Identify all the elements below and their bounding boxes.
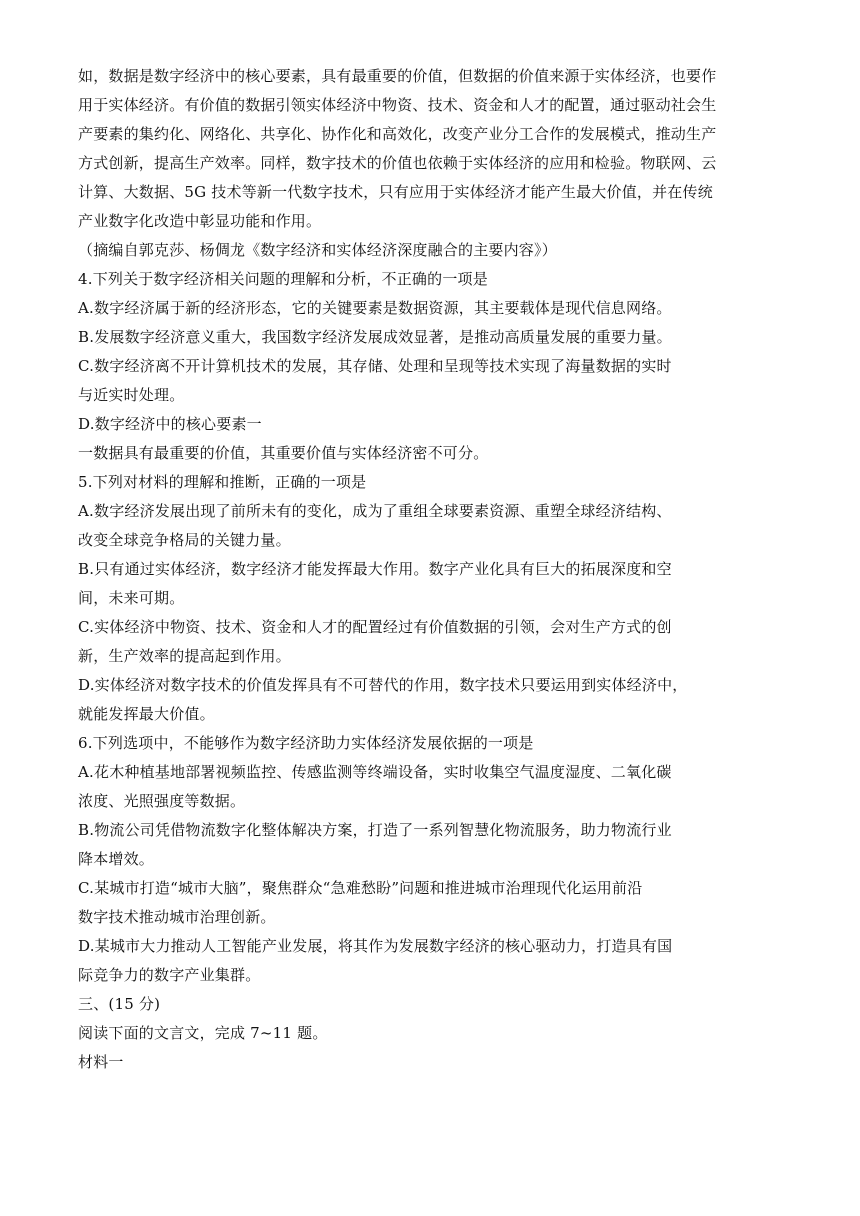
question-6-option-d-cont: 际竞争力的数字产业集群。 [78,966,261,984]
question-4-option-c: C.数字经济离不开计算机技术的发展，其存储、处理和呈现等技术实现了海量数据的实时 [78,357,672,375]
question-5-stem: 5.下列对材料的理解和推断，正确的一项是 [78,473,367,491]
section-instruction: 阅读下面的文言文，完成 7~11 题。 [78,1024,328,1042]
question-5-option-c: C.实体经济中物资、技术、资金和人才的配置经过有价值数据的引领，会对生产方式的创 [78,618,672,636]
passage-line: 计算、大数据、5G 技术等新一代数字技术，只有应用于实体经济才能产生最大价值，并在传统 [78,183,713,201]
question-6-option-b: B.物流公司凭借物流数字化整体解决方案，打造了一系列智慧化物流服务，助力物流行业 [78,821,672,839]
passage-line: 方式创新，提高生产效率。同样，数字技术的价值也依赖于实体经济的应用和检验。物联网、云 [78,154,717,172]
question-5-option-b-cont: 间，未来可期。 [78,589,185,607]
document-page [78,62,778,1077]
question-5-option-d: D.实体经济对数字技术的价值发挥具有不可替代的作用，数字技术只要运用到实体经济中， [78,676,688,694]
source-citation: （摘编自郭克莎、杨倜龙《数字经济和实体经济深度融合的主要内容》） [78,241,557,259]
question-4-option-d: D.数字经济中的核心要素一 [78,415,262,433]
question-5-option-b: B.只有通过实体经济，数字经济才能发挥最大作用。数字产业化具有巨大的拓展深度和空 [78,560,672,578]
question-4-option-d-cont: 一数据具有最重要的价值，其重要价值与实体经济密不可分。 [78,444,489,462]
question-6-option-c-cont: 数字技术推动城市治理创新。 [78,908,276,926]
section-heading: 三、(15 分) [78,995,161,1013]
question-6-option-a-cont: 浓度、光照强度等数据。 [78,792,246,810]
question-6-option-d: D.某城市大力推动人工智能产业发展，将其作为发展数字经济的核心驱动力，打造具有国 [78,937,673,955]
question-6-stem: 6.下列选项中，不能够作为数字经济助力实体经济发展依据的一项是 [78,734,534,752]
material-label: 材料一 [78,1053,124,1071]
question-5-option-d-cont: 就能发挥最大价值。 [78,705,215,723]
passage-line: 产业数字化改造中彰显功能和作用。 [78,212,322,230]
question-4-option-b: B.发展数字经济意义重大，我国数字经济发展成效显著，是推动高质量发展的重要力量。 [78,328,672,346]
question-6-option-c: C.某城市打造“城市大脑”，聚焦群众“急难愁盼”问题和推进城市治理现代化运用前沿 [78,879,643,897]
question-4-stem: 4.下列关于数字经济相关问题的理解和分析，不正确的一项是 [78,270,488,288]
passage-line: 如，数据是数字经济中的核心要素，具有最重要的价值，但数据的价值来源于实体经济，也要作 [78,67,717,85]
question-4-option-a: A.数字经济属于新的经济形态，它的关键要素是数据资源，其主要载体是现代信息网络。 [78,299,672,317]
question-5-option-a-cont: 改变全球竞争格局的关键力量。 [78,531,291,549]
passage-line: 产要素的集约化、网络化、共享化、协作化和高效化，改变产业分工合作的发展模式，推动生产 [78,125,717,143]
question-4-option-c-cont: 与近实时处理。 [78,386,185,404]
question-6-option-b-cont: 降本增效。 [78,850,155,868]
question-5-option-a: A.数字经济发展出现了前所未有的变化，成为了重组全球要素资源、重塑全球经济结构、 [78,502,672,520]
passage-line: 用于实体经济。有价值的数据引领实体经济中物资、技术、资金和人才的配置，通过驱动社会生 [78,96,717,114]
question-6-option-a: A.花木种植基地部署视频监控、传感监测等终端设备，实时收集空气温度湿度、二氧化碳 [78,763,672,781]
question-5-option-c-cont: 新，生产效率的提高起到作用。 [78,647,291,665]
